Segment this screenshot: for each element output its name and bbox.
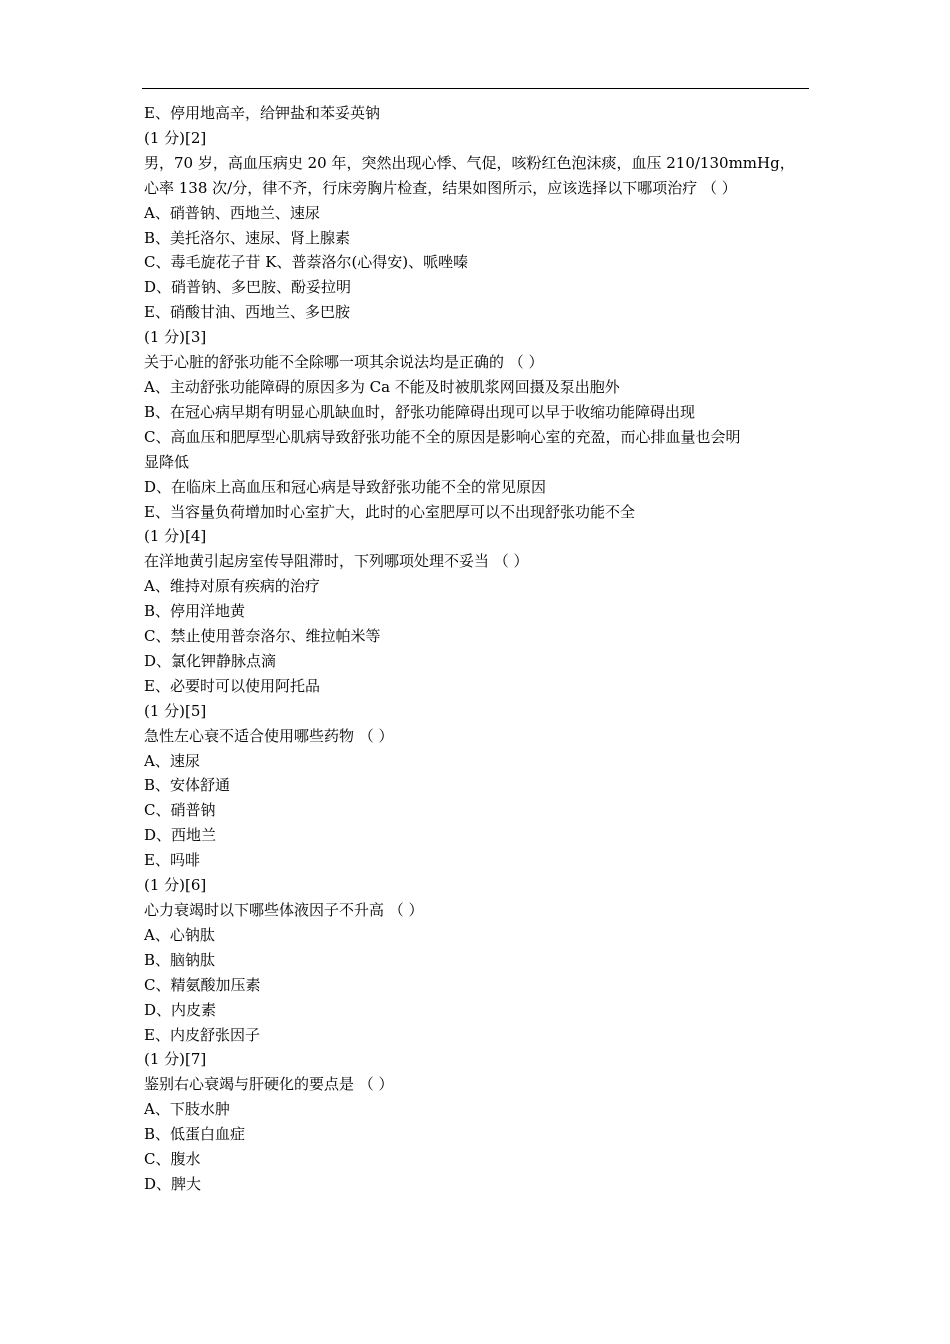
option-b: B、低蛋白血症	[144, 1125, 246, 1144]
option-c: C、毒毛旋花子苷 K、普萘洛尔(心得安)、哌唑嗪	[144, 253, 469, 272]
option-e: E、吗啡	[144, 851, 200, 870]
option-a: A、主动舒张功能障碍的原因多为 Ca 不能及时被肌浆网回摄及泵出胞外	[144, 377, 620, 396]
option-e: E、当容量负荷增加时心室扩大，此时的心室肥厚可以不出现舒张功能不全	[144, 502, 635, 521]
question-stem: 在洋地黄引起房室传导阻滞时，下列哪项处理不妥当 （ ）	[144, 552, 529, 571]
option-c: C、高血压和肥厚型心肌病导致舒张功能不全的原因是影响心室的充盈，而心排血量也会明	[144, 427, 741, 446]
question-score: (1 分)[5]	[144, 701, 207, 720]
option-c: C、精氨酸加压素	[144, 975, 261, 994]
question-score: (1 分)[2]	[144, 128, 207, 147]
question-score: (1 分)[6]	[144, 876, 207, 895]
option-b: B、停用洋地黄	[144, 602, 246, 621]
option-e: E、停用地高辛，给钾盐和苯妥英钠	[144, 104, 380, 122]
question-stem: 心率 138 次/分，律不齐，行床旁胸片检查，结果如图所示，应该选择以下哪项治疗 （ ）	[144, 178, 737, 197]
question-stem: 关于心脏的舒张功能不全除哪一项其余说法均是正确的 （ ）	[144, 353, 544, 372]
option-a: A、维持对原有疾病的治疗	[144, 577, 320, 596]
option-c: C、硝普钠	[144, 801, 216, 820]
option-e: E、内皮舒张因子	[144, 1025, 260, 1044]
option-e: E、必要时可以使用阿托品	[144, 676, 320, 695]
option-b: B、脑钠肽	[144, 950, 216, 969]
question-score: (1 分)[4]	[144, 527, 207, 546]
option-c-continued: 显降低	[144, 452, 190, 471]
document-body	[144, 101, 816, 1197]
option-c: C、腹水	[144, 1150, 201, 1169]
question-score: (1 分)[3]	[144, 328, 207, 347]
option-a: A、下肢水肿	[144, 1100, 230, 1119]
question-stem: 男，70 岁，高血压病史 20 年，突然出现心悸、气促，咳粉红色泡沫痰，血压 210/130mmHg，	[144, 153, 795, 172]
option-b: B、美托洛尔、速尿、肾上腺素	[144, 228, 351, 247]
option-a: A、速尿	[144, 751, 200, 770]
option-d: D、硝普钠、多巴胺、酚妥拉明	[144, 278, 352, 297]
option-b: B、在冠心病早期有明显心肌缺血时，舒张功能障碍出现可以早于收缩功能障碍出现	[144, 402, 696, 421]
question-stem: 心力衰竭时以下哪些体液因子不升高 （ ）	[144, 901, 424, 919]
option-b: B、安体舒通	[144, 776, 231, 795]
option-d: D、脾大	[144, 1174, 202, 1193]
option-a: A、硝普钠、西地兰、速尿	[144, 203, 320, 222]
question-stem: 鉴别右心衰竭与肝硬化的要点是 （ ）	[144, 1075, 394, 1094]
question-stem: 急性左心衰不适合使用哪些药物 （ ）	[144, 726, 394, 745]
option-d: D、氯化钾静脉点滴	[144, 651, 277, 670]
option-d: D、在临床上高血压和冠心病是导致舒张功能不全的常见原因	[144, 477, 547, 496]
option-c: C、禁止使用普奈洛尔、维拉帕米等	[144, 627, 381, 646]
header-rule	[142, 88, 809, 89]
question-score: (1 分)[7]	[144, 1050, 207, 1069]
option-d: D、西地兰	[144, 826, 217, 845]
option-a: A、心钠肽	[144, 925, 215, 944]
option-e: E、硝酸甘油、西地兰、多巴胺	[144, 303, 350, 322]
option-d: D、内皮素	[144, 1000, 217, 1019]
